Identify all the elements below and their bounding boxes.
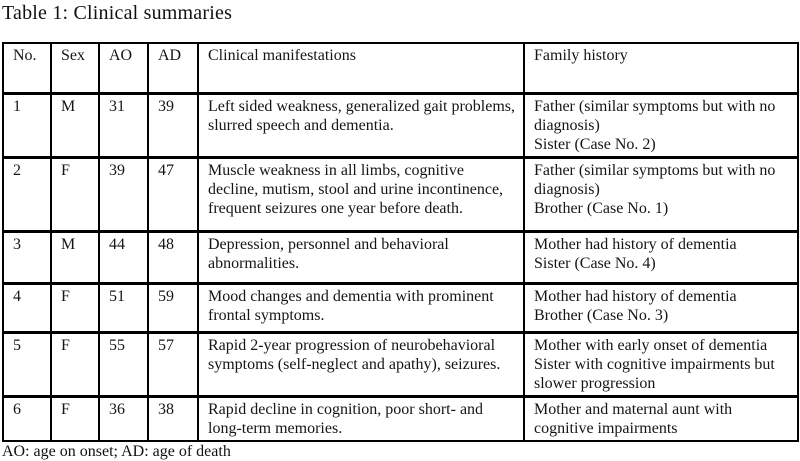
cell-clinical: Left sided weakness, generalized gait problems, slurred speech and dementia. (198, 93, 524, 157)
cell-ao: 39 (99, 157, 148, 231)
cell-ao: 44 (99, 231, 148, 283)
clinical-summaries-table (2, 42, 799, 442)
col-header-no: No. (3, 43, 51, 93)
cell-family (524, 332, 798, 396)
col-header-family: Family history (524, 43, 798, 93)
cell-ad: 59 (148, 283, 198, 332)
cell-ad: 38 (148, 396, 198, 441)
cell-no: 6 (3, 396, 51, 441)
table-row (3, 93, 798, 157)
cell-clinical: Rapid decline in cognition, poor short- and long-term memories. (198, 396, 524, 441)
cell-family (524, 93, 798, 157)
table-row (3, 396, 798, 441)
cell-family (524, 396, 798, 441)
cell-ad: 39 (148, 93, 198, 157)
cell-family (524, 157, 798, 231)
cell-ad: 47 (148, 157, 198, 231)
table-row (3, 231, 798, 283)
cell-ao: 36 (99, 396, 148, 441)
cell-no: 3 (3, 231, 51, 283)
cell-sex: M (51, 231, 99, 283)
col-header-clinical: Clinical manifestations (198, 43, 524, 93)
cell-sex: F (51, 283, 99, 332)
cell-ao: 55 (99, 332, 148, 396)
table-caption: Table 1: Clinical summaries (2, 2, 233, 24)
family-line: Brother (Case No. 3) (534, 306, 669, 324)
cell-sex: F (51, 332, 99, 396)
cell-ao: 51 (99, 283, 148, 332)
cell-family (524, 283, 798, 332)
cell-ad: 48 (148, 231, 198, 283)
family-line: Father (similar symptoms but with no diagnosis) (534, 161, 776, 198)
family-line: Sister (Case No. 4) (534, 254, 656, 272)
col-header-ao: AO (99, 43, 148, 93)
family-line: Mother with early onset of dementia (534, 336, 768, 354)
family-line: Sister (Case No. 2) (534, 135, 656, 153)
cell-clinical: Muscle weakness in all limbs, cognitive decline, mutism, stool and urine incontinence, frequent seizures one year before death. (198, 157, 524, 231)
cell-ao: 31 (99, 93, 148, 157)
cell-ad: 57 (148, 332, 198, 396)
cell-sex: F (51, 396, 99, 441)
cell-no: 4 (3, 283, 51, 332)
cell-clinical: Depression, personnel and behavioral abnormalities. (198, 231, 524, 283)
col-header-sex: Sex (51, 43, 99, 93)
table-footnote: AO: age on onset; AD: age of death (2, 443, 231, 460)
family-line: Brother (Case No. 1) (534, 199, 669, 217)
cell-clinical: Rapid 2-year progression of neurobehavioral symptoms (self-neglect and apathy), seizures. (198, 332, 524, 396)
cell-family (524, 231, 798, 283)
cell-no: 2 (3, 157, 51, 231)
family-line: Sister with cognitive impairments but slower progression (534, 355, 775, 392)
cell-no: 1 (3, 93, 51, 157)
family-line: Father (similar symptoms but with no diagnosis) (534, 97, 776, 134)
table-row (3, 157, 798, 231)
cell-sex: F (51, 157, 99, 231)
cell-no: 5 (3, 332, 51, 396)
col-header-ad: AD (148, 43, 198, 93)
header-row (3, 43, 798, 93)
family-line: Mother and maternal aunt with cognitive impairments (534, 400, 733, 437)
cell-clinical: Mood changes and dementia with prominent frontal symptoms. (198, 283, 524, 332)
table-row (3, 283, 798, 332)
family-line: Mother had history of dementia (534, 287, 737, 305)
cell-sex: M (51, 93, 99, 157)
table-row (3, 332, 798, 396)
family-line: Mother had history of dementia (534, 235, 737, 253)
